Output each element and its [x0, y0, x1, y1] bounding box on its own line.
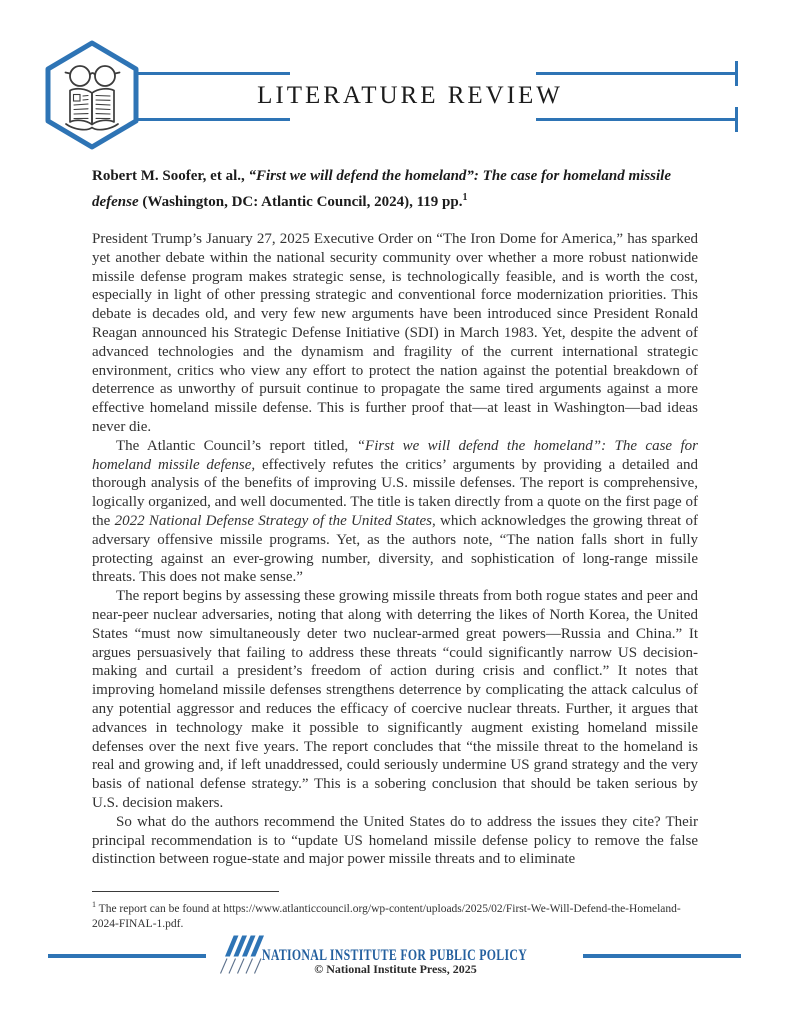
header-rule-endcap-top: [735, 61, 738, 86]
footnote: $^1$ The report can be found at https://www.atlanticcouncil.org/wp-content/uploads/2025/02/First-We-Will-Defend-the-Homeland-2024-FINAL-1.pdf.: [92, 900, 681, 931]
header-rule-endcap-bottom: [735, 107, 738, 132]
copyright-notice: © National Institute Press, 2025: [314, 962, 477, 976]
document-content: [92, 166, 698, 869]
paragraph-4: So what do the authors recommend the United States do to address the issues they cite? Their principal recommendation is to “update US homeland missile defense policy to remove the false distinction between rogue-state and major power missile threats and to eliminate: [92, 813, 698, 868]
page-title: LITERATURE REVIEW: [257, 82, 563, 109]
paragraph-2: The Atlantic Council’s report titled, “First we will defend the homeland”: The case for homeland missile defense, effectively refutes the critics’ arguments by providing a detailed and thorough analysis of the benefits of improving U.S. missile defenses. The report is comprehensive, logically organized, and well documented. The title is taken directly from a quote on the first page of the 2022 National Defense Strategy of the United States, which acknowledges the growing threat of adversary offensive missile programs. Yet, as the authors note, “The nation falls short in fully protecting against an ever-growing number, diversity, and sophistication of long-range missile threats. This does not make sense.”: [92, 437, 698, 586]
book-and-glasses-icon: [42, 40, 142, 150]
header-rule-right-bottom: [536, 118, 736, 121]
header-rule-right-top: [536, 72, 736, 75]
paragraph-1: President Trump’s January 27, 2025 Executive Order on “The Iron Dome for America,” has sparked yet another debate within the national security community over whether a more robust nationwide missile defense program makes strategic sense, is technologically feasible, and is worth the cost, especially in light of other pressing strategic and conventional force modernization priorities. This debate is decades old, and very few new arguments have been introduced since President Ronald Reagan announced his Strategic Defense Initiative (SDI) in March 1983. Yet, despite the advent of advanced technologies and the dynamism and fragility of the current international strategic environment, critics who view any effort to protect the nation against the potential breakdown of deterrence as unworthy of pursuit continue to propagate the same tired arguments against a more effective homeland missile defense. This is further proof that—at least in Washington—bad ideas never die.: [92, 231, 698, 435]
review-body: [92, 230, 698, 869]
footer-rule-left: [48, 954, 206, 958]
footer-org-name: NATIONAL INSTITUTE FOR PUBLIC POLICY: [262, 947, 528, 964]
paragraph-3: The report begins by assessing these growing missile threats from both rogue states and peer and near-peer nuclear adversaries, noting that along with deterring the likes of North Korea, the United States “must now simultaneously deter two nuclear-armed great powers—Russia and China.” It argues persuasively that failing to address these threats “could significantly narrow US decision-making and curtail a president’s freedom of action during crisis and conflict.” It notes that improving homeland missile defenses strengthens deterrence by complicating the attack calculus of any potential aggressor and reduces the efficacy of coercive nuclear threats. Further, it argues that advances in technology make it possible to significantly augment existing homeland missile defenses over the next five years. The report concludes that “the missile threat to the homeland is real and growing and, if left unaddressed, could seriously undermine US grand strategy and the very basis of national defense strategy.” This is a sobering conclusion that should be taken serious by U.S. decision makers.: [92, 588, 698, 811]
citation-heading: Robert M. Soofer, et al., “First we will defend the homeland”: The case for homeland missile defense (Washington, DC: Atlantic Council, 2024), 119 pp.$^1$: [92, 168, 672, 210]
footer-rule-right: [583, 954, 741, 958]
footnote-separator: [92, 891, 279, 892]
